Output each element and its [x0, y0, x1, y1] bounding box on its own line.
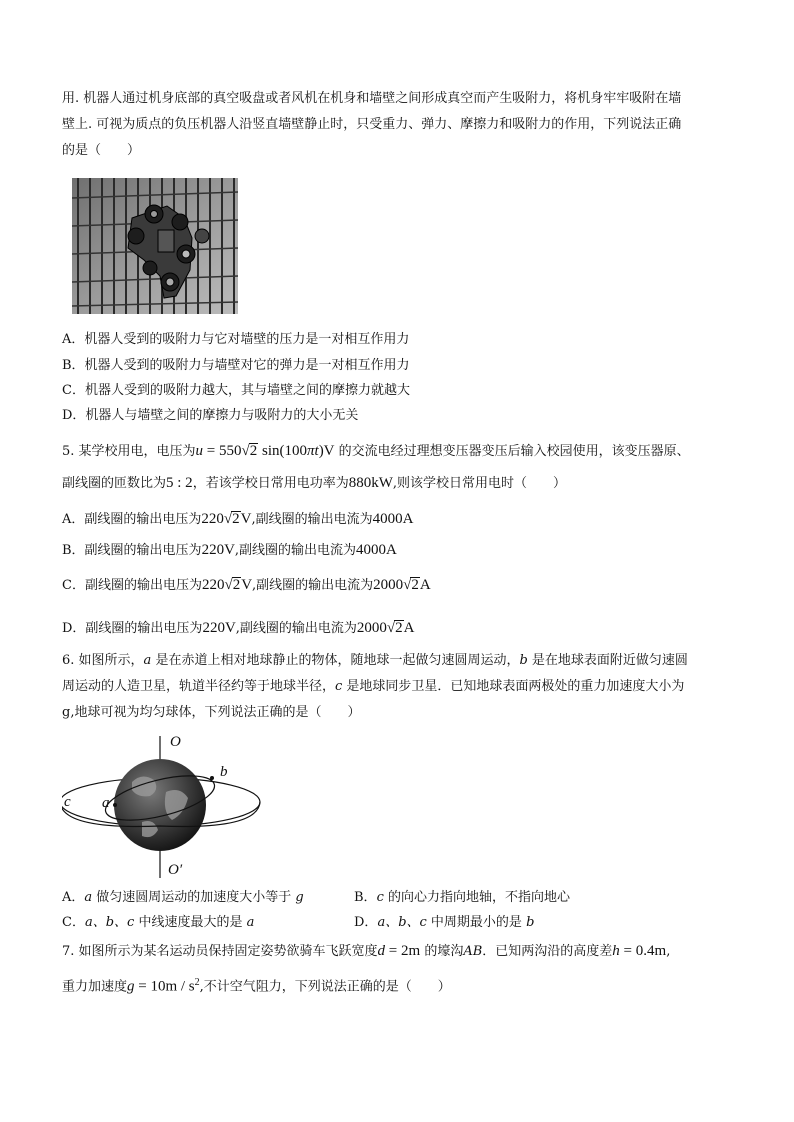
label-b: b [220, 764, 228, 780]
q6-option-d [354, 914, 534, 932]
q6-l2-a: 周运动的人造卫星，轨道半径约等于地球半径， [62, 679, 336, 694]
q5-line2-a: 副线圈的匝数比为 [62, 476, 167, 491]
q7-ab: AB [463, 944, 483, 959]
q5-opt-a-vu: V [240, 511, 252, 527]
q6-l2-b: 是地球同步卫星．已知地球表面两极处的重力加速度大小为 [342, 679, 685, 694]
label-O: O [170, 734, 181, 750]
q6-l1-c: 是在地球表面附近做匀速圆 [527, 653, 688, 668]
q5-ratio: 5 : 2 [166, 475, 193, 491]
q5-opt-a-v: 220 [201, 511, 224, 527]
label-c: c [64, 794, 71, 810]
q7-g: g [127, 978, 135, 995]
q5-opt-d-v: 220V [202, 620, 236, 636]
q6-l1-a: 6. 如图所示， [62, 653, 144, 668]
q5-eq: = 550 [203, 443, 242, 459]
q5-sqrt2: 2 [249, 443, 258, 459]
q5-opt-d-i: 2000 [356, 620, 387, 636]
q5-power: 880kW [348, 475, 393, 491]
q5-opt-d-isqrt: 2 [395, 620, 403, 636]
q5-opt-d-mid: ,副线圈的输出电流为 [235, 621, 357, 636]
q5-stem-line-2 [62, 474, 566, 493]
earth-diagram-svg [62, 732, 272, 880]
q6-opt-a-var: a [84, 890, 93, 905]
q6-opt-a-g: g [295, 890, 304, 905]
q4-stem-line-1: 用. 机器人通过机身底部的真空吸盘或者风机在机身和墙壁之间形成真空而产生吸附力，将机身牢牢吸附在墙 [62, 91, 682, 106]
q6-stem-line-1 [62, 652, 688, 670]
q6-opt-d-text: 中周期最小的是 [426, 915, 527, 930]
q7-l2-b: ,不计空气阻力，下列说法正确的是（ ） [199, 979, 451, 995]
q5-stem-line-1 [62, 442, 690, 461]
q6-opt-d-list: a、b、c [377, 915, 427, 930]
q7-l2-a: 重力加速度 [62, 979, 128, 995]
q7-d-val: = 2m [385, 943, 421, 959]
q4-option-b: B．机器人受到的吸附力与墙壁对它的弹力是一对相互作用力 [62, 358, 410, 373]
q5-u: u [195, 443, 204, 459]
q6-var-b: b [519, 653, 528, 668]
q6-option-a [62, 889, 304, 907]
q5-opt-b-v: 220V [201, 542, 235, 558]
q5-opt-a-sqrt-sign: √ [223, 511, 233, 527]
q6-opt-b-text: 的向心力指向地轴，不指向地心 [383, 890, 570, 905]
q5-opt-b-i: 4000A [356, 542, 397, 558]
q7-l1-d: , [666, 944, 671, 959]
q4-option-a: A．机器人受到的吸附力与它对墙壁的压力是一对相互作用力 [62, 332, 410, 347]
q7-h: h [612, 943, 620, 959]
q7-l1-a: 7. 如图所示为某名运动员保持固定姿势欲骑车飞跃宽度 [62, 944, 378, 959]
robot-on-wall-photo [72, 178, 238, 314]
q5-opt-a-sqrt: 2 [232, 511, 240, 527]
q5-opt-b-mid: ,副线圈的输出电流为 [234, 543, 357, 558]
q7-h-val: = 0.4m [619, 943, 667, 959]
q5-option-d [62, 619, 415, 638]
q7-g-val: = 10m / s [134, 978, 195, 995]
q6-option-c [62, 914, 254, 932]
q6-opt-d-label: D． [354, 915, 378, 930]
q6-stem-line-2 [62, 678, 684, 696]
robot-photo-image [72, 178, 238, 314]
q5-opt-a-mid: ,副线圈的输出电流为 [251, 512, 373, 527]
point-a-marker [113, 803, 117, 807]
q5-line2-c: ,则该学校日常用电时（ ） [392, 476, 567, 491]
q7-l1-b: 的壕沟 [420, 944, 464, 959]
q7-stem-line-1 [62, 942, 670, 961]
q6-opt-c-label: C． [62, 915, 85, 930]
q5-opt-c-sqrt: 2 [232, 577, 241, 593]
q5-opt-d-pre: D．副线圈的输出电压为 [62, 621, 203, 636]
q5-mid: 的交流电经过理想变压器变压后输入校园使用，该变压器原、 [334, 444, 690, 459]
label-a: a [102, 795, 110, 811]
q6-opt-b-label: B． [354, 890, 377, 905]
q7-l1-c: ．已知两沟沿的高度差 [482, 944, 613, 959]
q5-prefix: 5. 某学校用电，电压为 [62, 444, 196, 459]
q5-opt-c-iu: A [419, 577, 431, 593]
q6-opt-d-var: b [526, 915, 535, 930]
point-b-marker [210, 776, 214, 780]
q6-l1-b: 是在赤道上相对地球静止的物体，随地球一起做匀速圆周运动， [151, 653, 520, 668]
q6-option-b [354, 889, 570, 907]
q5-opt-c-i: 2000 [373, 577, 404, 593]
q7-d: d [377, 943, 386, 959]
q5-opt-b-pre: B．副线圈的输出电压为 [62, 543, 202, 558]
q5-option-c [62, 576, 431, 595]
q7-g-sup: 2 [194, 977, 200, 988]
q5-opt-c-isqrt-sign: √ [403, 577, 412, 593]
q6-stem-line-3: g,地球可视为均匀球体，下列说法正确的是（ ） [62, 705, 361, 720]
q4-stem-line-3: 的是（ ） [62, 143, 141, 158]
q5-opt-d-isqrt-sign: √ [386, 620, 396, 636]
q5-opt-c-pre: C．副线圈的输出电压为 [62, 578, 202, 593]
earth-globe [114, 759, 206, 851]
q4-option-c: C．机器人受到的吸附力越大，其与墙壁之间的摩擦力就越大 [62, 383, 410, 398]
q6-opt-c-list: a、b、c [84, 915, 135, 930]
earth-satellite-diagram [62, 732, 272, 880]
q6-opt-a-text: 做匀速圆周运动的加速度大小等于 [92, 890, 296, 905]
q5-opt-c-v: 220 [201, 577, 225, 593]
q5-opt-c-isqrt: 2 [411, 577, 419, 593]
q5-opt-c-vu: V [241, 577, 253, 593]
q5-opt-c-mid: ,副线圈的输出电流为 [252, 578, 374, 593]
q7-stem-line-2 [62, 974, 451, 996]
q5-option-a [62, 510, 413, 529]
q5-line2-b: ，若该学校日常用电功率为 [192, 476, 349, 491]
q6-opt-c-text: 中线速度最大的是 [134, 915, 247, 930]
q5-close: )V [318, 443, 335, 459]
q4-option-d: D．机器人与墙壁之间的摩擦力与吸附力的大小无关 [62, 408, 359, 423]
q6-opt-c-var: a [246, 915, 255, 930]
q6-opt-b-var: c [376, 890, 384, 905]
q5-opt-a-pre: A．副线圈的输出电压为 [62, 512, 202, 527]
q5-opt-d-iu: A [403, 620, 415, 636]
q6-var-c: c [335, 679, 343, 694]
q6-opt-a-label: A． [62, 890, 85, 905]
q5-opt-a-i: 4000A [372, 511, 414, 527]
q5-option-b [62, 541, 397, 560]
q5-opt-c-sqrt-sign: √ [224, 577, 233, 593]
q4-stem-line-2: 壁上. 可视为质点的负压机器人沿竖直墙壁静止时，只受重力、弹力、摩擦力和吸附力的作用，下列说法正确 [62, 117, 682, 132]
q5-sin: sin(100 [258, 443, 307, 459]
q5-pi-t: πt [307, 443, 319, 459]
label-O-prime: O′ [168, 862, 183, 878]
q5-sqrt-sign: √ [241, 443, 250, 459]
q6-var-a: a [143, 653, 152, 668]
